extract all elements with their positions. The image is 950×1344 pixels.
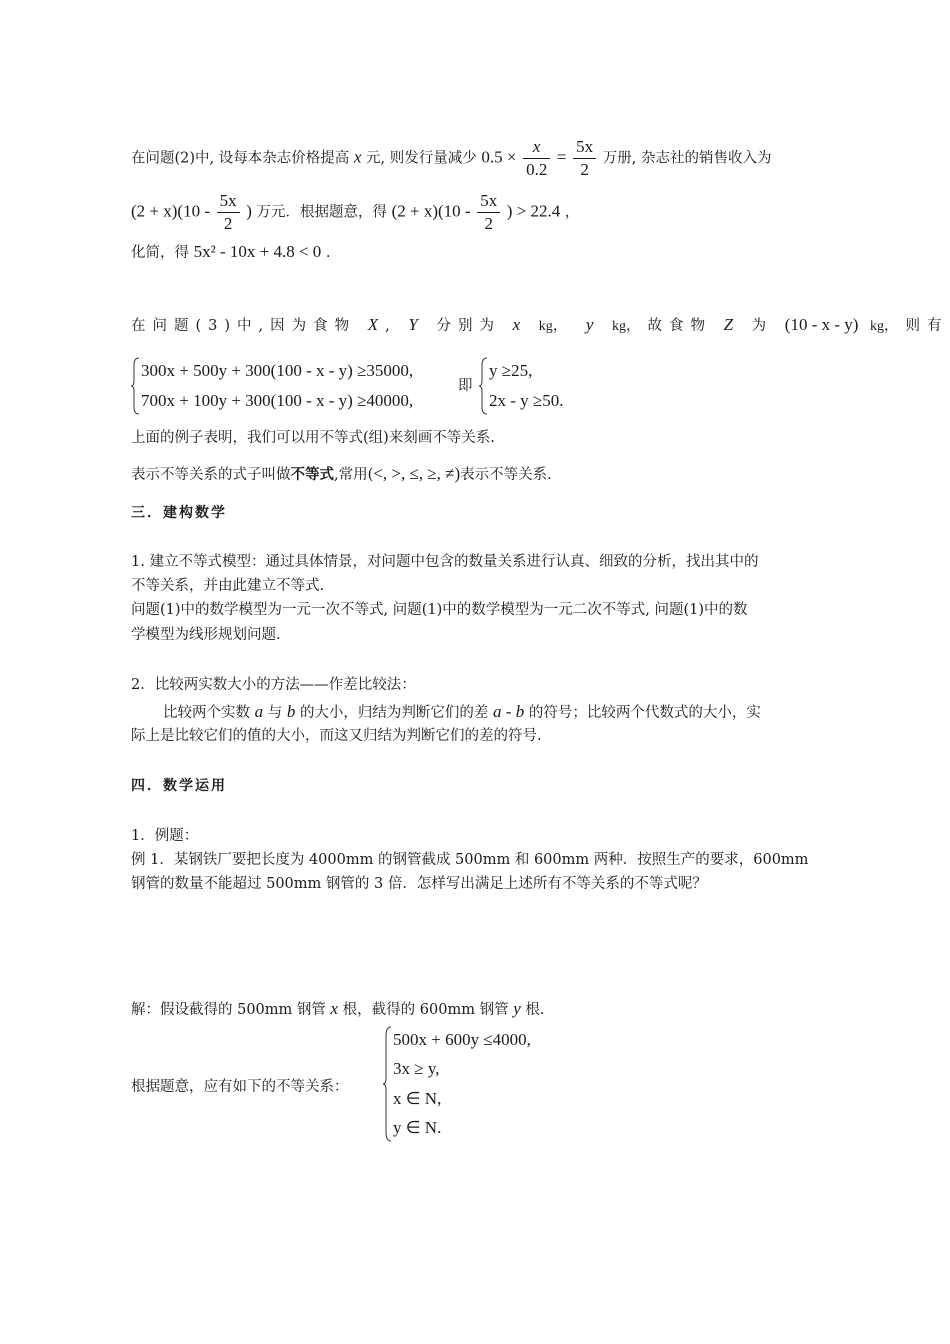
math-expression: ) bbox=[246, 201, 252, 221]
math-symbols: <, >, ≤, ≥, ≠) bbox=[373, 464, 461, 483]
fraction-5x-over-2 bbox=[573, 136, 596, 181]
fraction-numerator: 5x bbox=[573, 136, 596, 159]
section1-line3: 问题(1)中的数学模型为一元一次不等式, 问题(1)中的数学模型为一元二次不等式, 问题(1)中的数 bbox=[131, 602, 748, 618]
text: ，故食物 bbox=[625, 318, 712, 334]
text: 分别为 bbox=[436, 318, 501, 334]
math-expression: (2 + x)(10 - bbox=[391, 201, 471, 221]
text: 表示不等关系. bbox=[460, 467, 552, 483]
example-label: 1．例题： bbox=[131, 828, 199, 844]
inequality-system-1 bbox=[131, 357, 413, 415]
left-brace-icon bbox=[383, 1026, 393, 1142]
text: 元, 则发行量减少 bbox=[366, 150, 477, 167]
paragraph-revenue-line bbox=[131, 190, 579, 235]
solution-line bbox=[131, 999, 544, 1020]
text: 上面的例子表明，我们可以用不等式(组)来刻画不等关系. bbox=[131, 430, 495, 446]
variable-b: b bbox=[286, 702, 296, 721]
math-expression: ) > 22.4 bbox=[506, 201, 561, 221]
variable-Z: Z bbox=[723, 315, 741, 334]
unit-kg: kg bbox=[870, 319, 885, 334]
fraction-denominator: 0.2 bbox=[526, 160, 548, 179]
example1-line2: 钢管的数量不能超过 500mm 钢管的 3 倍．怎样写出满足上述所有不等关系的不等式呢？ bbox=[131, 876, 707, 892]
inequality-system-2 bbox=[383, 1026, 531, 1142]
variable-y: y bbox=[513, 999, 521, 1018]
paragraph-definition bbox=[131, 464, 552, 485]
fraction-denominator: 2 bbox=[580, 160, 589, 179]
variable-y: y bbox=[585, 315, 601, 334]
variable-Y: Y bbox=[408, 315, 425, 334]
system-row: 3x ≥ y, bbox=[393, 1059, 440, 1079]
fraction-numerator: 5x bbox=[477, 190, 500, 213]
system-rows bbox=[489, 357, 564, 415]
text: ， bbox=[564, 204, 580, 221]
bold-term: 不等式 bbox=[290, 467, 334, 483]
fraction-5x-over-2 bbox=[217, 190, 240, 235]
math-expression: 5x² - 10x + 4.8 < 0 bbox=[193, 242, 322, 261]
system-row: y ≥25, bbox=[489, 361, 533, 380]
paragraph-simplify bbox=[131, 242, 331, 263]
variable-x: x bbox=[330, 999, 339, 1018]
example1-line1: 例 1．某钢铁厂要把长度为 4000mm 的钢管截成 500mm 和 600mm 两种．按照生产的要求，600mm bbox=[131, 852, 809, 868]
text: 在问题(2)中, 设每本杂志价格提高 bbox=[131, 150, 350, 167]
fraction-denominator: 2 bbox=[484, 214, 493, 233]
system-row: 300x + 500y + 300(100 - x - y) ≥35000, bbox=[141, 361, 414, 380]
variable-X: X bbox=[367, 315, 386, 334]
section-heading-3: 三．建构数学 bbox=[131, 505, 227, 521]
unit-kg: kg bbox=[538, 319, 553, 334]
system-row: 2x - y ≥50. bbox=[489, 391, 564, 410]
text: 根. bbox=[525, 1002, 545, 1018]
fraction-numerator: 5x bbox=[217, 190, 240, 213]
paragraph-problem3 bbox=[131, 315, 949, 337]
math-expression: (10 - x - y) bbox=[784, 315, 859, 334]
system-row: x ∈ N, bbox=[393, 1088, 442, 1108]
system-row: 500x + 600y ≤4000, bbox=[393, 1030, 531, 1049]
variable-a: a bbox=[254, 702, 264, 721]
fraction-denominator: 2 bbox=[223, 214, 233, 233]
text: 的符号；比较两个代数式的大小，实 bbox=[528, 705, 761, 721]
fraction-x-over-0.2 bbox=[523, 136, 550, 181]
text: , bbox=[385, 318, 397, 334]
text: 的大小，归结为判断它们的差 bbox=[299, 705, 489, 721]
text: ,常用( bbox=[334, 467, 374, 483]
text: 在问题(3)中,因为食物 bbox=[131, 318, 357, 334]
system-rows bbox=[393, 1026, 531, 1142]
text: 万元．根据题意，得 bbox=[256, 204, 387, 221]
ji-label bbox=[458, 376, 473, 396]
text: 根，截得的 600mm 钢管 bbox=[342, 1002, 509, 1018]
system-row: y ∈ N. bbox=[393, 1117, 442, 1137]
text: 比较两个实数 bbox=[163, 705, 250, 721]
text: 为 bbox=[751, 318, 774, 334]
system2-label: 根据题意，应有如下的不等关系： bbox=[131, 1079, 349, 1095]
fraction-5x-over-2 bbox=[477, 190, 500, 235]
left-brace-icon bbox=[131, 357, 141, 415]
text: 即 bbox=[458, 378, 473, 394]
text: ，则有 bbox=[884, 318, 949, 334]
text: 化简，得 bbox=[131, 245, 189, 261]
math-expression: (2 + x)(10 - bbox=[131, 201, 210, 221]
inequality-system-1-equivalent bbox=[479, 357, 564, 415]
section1-line1: 1. 建立不等式模型：通过具体情景，对问题中包含的数量关系进行认真、细致的分析，找出其中的 bbox=[131, 554, 759, 570]
math-expression: a - b bbox=[493, 702, 525, 721]
text: 与 bbox=[267, 705, 283, 721]
system-row: 700x + 100y + 300(100 - x - y) ≥40000, bbox=[141, 391, 414, 410]
text: . bbox=[325, 245, 331, 261]
math-expression: 0.5 × bbox=[481, 147, 517, 167]
fraction-numerator: x bbox=[523, 136, 550, 159]
variable-x: x bbox=[353, 147, 362, 167]
section2-line3: 际上是比较它们的值的大小，而这又归结为判断它们的差的符号. bbox=[131, 728, 542, 744]
system-rows bbox=[141, 357, 413, 415]
text: ， bbox=[552, 318, 575, 334]
paragraph-summary bbox=[131, 428, 495, 448]
section1-line4: 学模型为线形规划问题. bbox=[131, 627, 281, 643]
text: 表示不等关系的式子叫做 bbox=[131, 467, 291, 483]
paragraph-problem2-line1 bbox=[131, 136, 771, 181]
section2-line2 bbox=[163, 702, 761, 723]
left-brace-icon bbox=[479, 357, 489, 415]
text: 万册, 杂志社的销售收入为 bbox=[602, 150, 772, 167]
equals-sign: = bbox=[556, 147, 567, 167]
section2-line1: 2．比较两实数大小的方法——作差比较法： bbox=[131, 677, 416, 693]
unit-kg: kg bbox=[611, 319, 626, 334]
section-heading-4: 四．数学运用 bbox=[131, 778, 227, 794]
variable-x: x bbox=[512, 315, 528, 334]
text: 解：假设截得的 500mm 钢管 bbox=[131, 1002, 326, 1018]
section1-line2: 不等关系，并由此建立不等式. bbox=[131, 578, 325, 594]
